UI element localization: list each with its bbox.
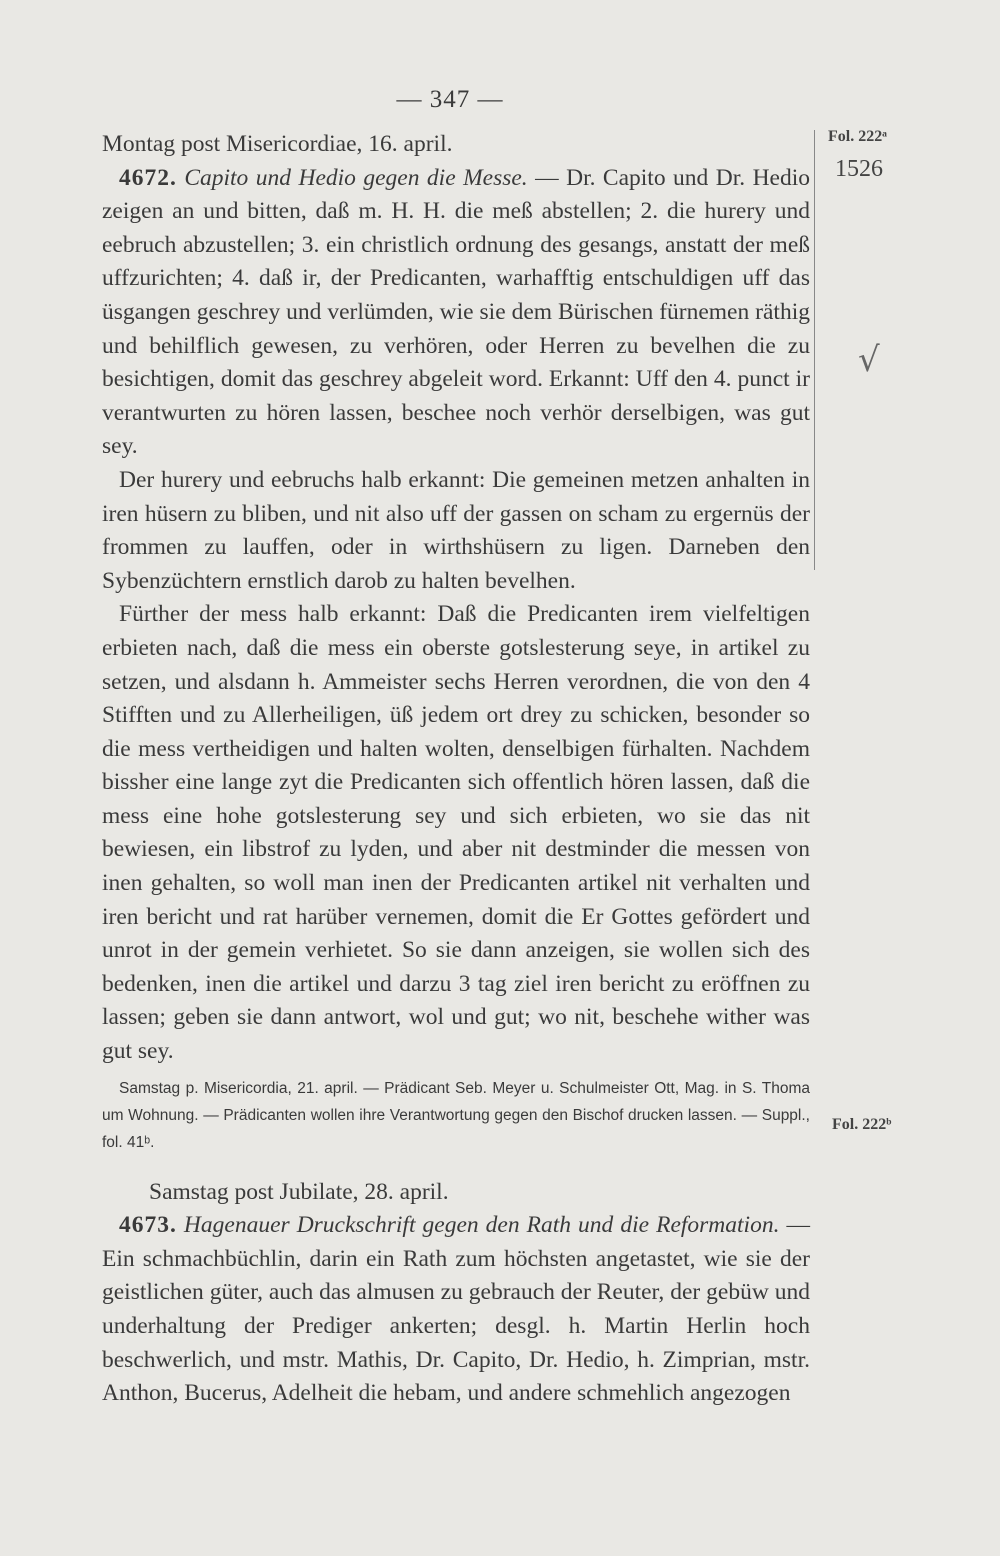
- folio-note-222a: Fol. 222ᵃ: [828, 128, 887, 145]
- small-note: [102, 1075, 810, 1156]
- entry-number: 4672.: [119, 164, 177, 191]
- entry-paragraph: [102, 162, 810, 464]
- page-number: — 347 —: [396, 86, 504, 113]
- paragraph: Der hurery und eebruchs halb erkannt: Die gemeinen metzen anhalten in iren hüsern zu bliben, und nit also uff der gassen on scham zu ergernüs der frommen zu lauffen, oder in wirthshüsern zu ligen. Darneben den Sybenzüchtern ernstlich darob zu halten bevelhen.: [102, 466, 810, 594]
- entry-text: — Dr. Capito und Dr. Hedio zeigen an und bitten, daß m. H. H. die meß abstellen; 2. die hurery und eebruch abzustellen; 3. ein christlich ordnung des gesangs, anstatt der meß uffzurichten; 4. daß ir, der Predicanten, warhafftig entschuldigen uff das üsgangen geschrey und verlümden, wie sie dem Bürischen fürnemen räthig und behilflich gewesen, zu verhören, oder Herren zu bevelhen die zu besichtigen, domit das geschrey abgeleit word. Erkannt: Uff den 4. punct ir verantwurten zu hören lassen, beschee noch verhör derselbigen, was gut sey.: [102, 164, 810, 460]
- check-mark-icon: √: [858, 340, 880, 380]
- entry-date: Samstag post Jubilate, 28. april.: [149, 1178, 449, 1205]
- entry-date: Montag post Misericordiae, 16. april.: [102, 131, 453, 157]
- note-text: Samstag p. Misericordia, 21. april. — Prädicant Seb. Meyer u. Schulmeister Ott, Mag. in S. Thoma um Wohnung. — Prädicanten wollen ihre Verantwortung gegen den Bischof drucken lassen. — Suppl., fol. 41ᵇ.: [102, 1079, 810, 1151]
- folio-note-222b: Fol. 222ᵇ: [832, 1116, 892, 1133]
- paragraph: Fürther der mess halb erkannt: Daß die Predicanten irem vielfeltigen erbieten nach, daß die mess ein oberste gotslesterung seye, in artikel zu setzen, und alsdann h. Ammeister sechs Herren verordnen, die von den 4 Stifften und zu Allerheiligen, üß jedem ort drey zu schicken, besonder so die mess vertheidigen und halten wolten, denselbigen fürhalten. Nachdem bissher eine lange zyt die Predicanten sich offentlich hören lassen, daß die mess eine hohe gotslesterung sey und sich erbieten, wo sie das nit bewiesen, ein libstrof zu lyden, und aber nit destminder die messen von inen gehalten, so woll man inen der Predicanten artikel nit verhalten und iren bericht und rat harüber vernemen, domit die Er Gottes gefördert und unrot in der gemein verhietet. So sie dann anzeigen, sie wollen sich des bedenken, inen die artikel und darzu 3 tag ziel iren bericht zu eröffnen zu lassen; geben sie dann antwort, wol und gut; wo nit, beschehe wither was gut sey.: [102, 601, 810, 1065]
- main-text: [102, 128, 810, 1411]
- entry-number: 4673.: [119, 1212, 177, 1239]
- entry-paragraph: [102, 1209, 810, 1411]
- margin-year: 1526: [835, 156, 883, 182]
- entry-title: Capito und Hedio gegen die Messe.: [184, 164, 528, 191]
- entry-title: Hagenauer Druckschrift gegen den Rath und die Reformation.: [183, 1212, 780, 1239]
- entry-text: — Ein schmachbüchlin, darin ein Rath zum höchsten angetastet, wie sie der geistlichen güter, auch das almusen zu gebrauch der Reuter, der gebüw und underhaltung der Prediger ankerten; desgl. h. Martin Herlin hoch beschwerlich, und mstr. Mathis, Dr. Capito, Dr. Hedio, h. Zimprian, mstr. Anthon, Bucerus, Adelheit die hebam, und andere schmehlich angezogen: [102, 1212, 811, 1407]
